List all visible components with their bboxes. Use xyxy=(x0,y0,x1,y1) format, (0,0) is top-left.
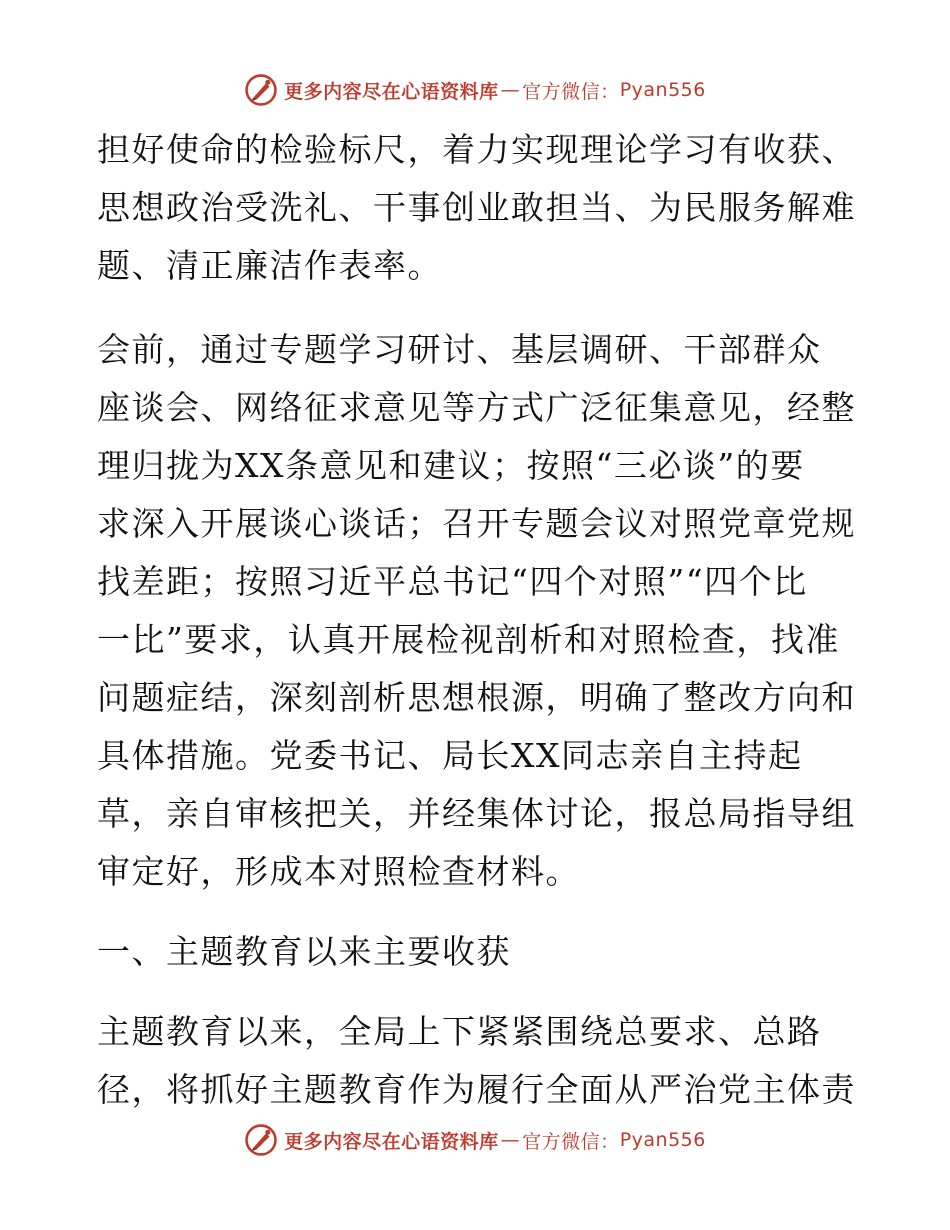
watermark-separator: — xyxy=(500,1129,521,1151)
text-line: 草，亲自审核把关，并经集体讨论，报总局指导组 xyxy=(97,794,856,833)
paragraph-harvest xyxy=(97,1003,857,1119)
watermark-wechat-label: 官方微信： xyxy=(522,1130,620,1153)
text-line: 座谈会、网络征求意见等方式广泛征集意见，经整 xyxy=(97,388,856,427)
section-heading xyxy=(97,923,857,981)
text-line: 求深入开展谈心谈话；召开专题会议对照党章党规 xyxy=(97,504,856,543)
text-line: 问题症结，深刻剖析思想根源，明确了整改方向和 xyxy=(97,678,856,717)
pen-logo-icon xyxy=(244,1123,278,1157)
header-watermark xyxy=(0,70,950,110)
text-line: 题、清正廉洁作表率。 xyxy=(97,246,442,285)
heading-line: 一、主题教育以来主要收获 xyxy=(97,932,511,971)
text-line: 理归拢为XX条意见和建议；按照“三必谈”的要 xyxy=(97,446,805,485)
text-line: 找差距；按照习近平总书记“四个对照”“四个比 xyxy=(97,562,808,601)
pen-logo-icon xyxy=(244,73,278,107)
paragraph-preparation xyxy=(97,321,857,901)
paragraph-intro-tail xyxy=(97,121,857,295)
text-line: 径，将抓好主题教育作为履行全面从严治党主体责 xyxy=(97,1070,856,1109)
text-line: 思想政治受洗礼、干事创业敢担当、为民服务解难 xyxy=(97,188,856,227)
watermark-title: 更多内容尽在心语资料库 xyxy=(284,1130,499,1153)
watermark-wechat-id: Pyan556 xyxy=(619,1129,706,1151)
text-line: 审定好，形成本对照检查材料。 xyxy=(97,852,580,891)
text-line: 主题教育以来，全局上下紧紧围绕总要求、总路 xyxy=(97,1012,822,1051)
footer-watermark xyxy=(0,1120,950,1160)
document-body xyxy=(97,121,857,1119)
watermark-separator: — xyxy=(500,79,521,101)
watermark-title: 更多内容尽在心语资料库 xyxy=(284,80,499,103)
watermark-wechat-id: Pyan556 xyxy=(619,79,706,101)
text-line: 担好使命的检验标尺，着力实现理论学习有收获、 xyxy=(97,130,856,169)
text-line: 具体措施。党委书记、局长XX同志亲自主持起 xyxy=(97,736,803,775)
watermark-wechat-label: 官方微信： xyxy=(522,80,620,103)
text-line: 会前，通过专题学习研讨、基层调研、干部群众 xyxy=(97,330,822,369)
text-line: 一比”要求，认真开展检视剖析和对照检查，找准 xyxy=(97,620,840,659)
